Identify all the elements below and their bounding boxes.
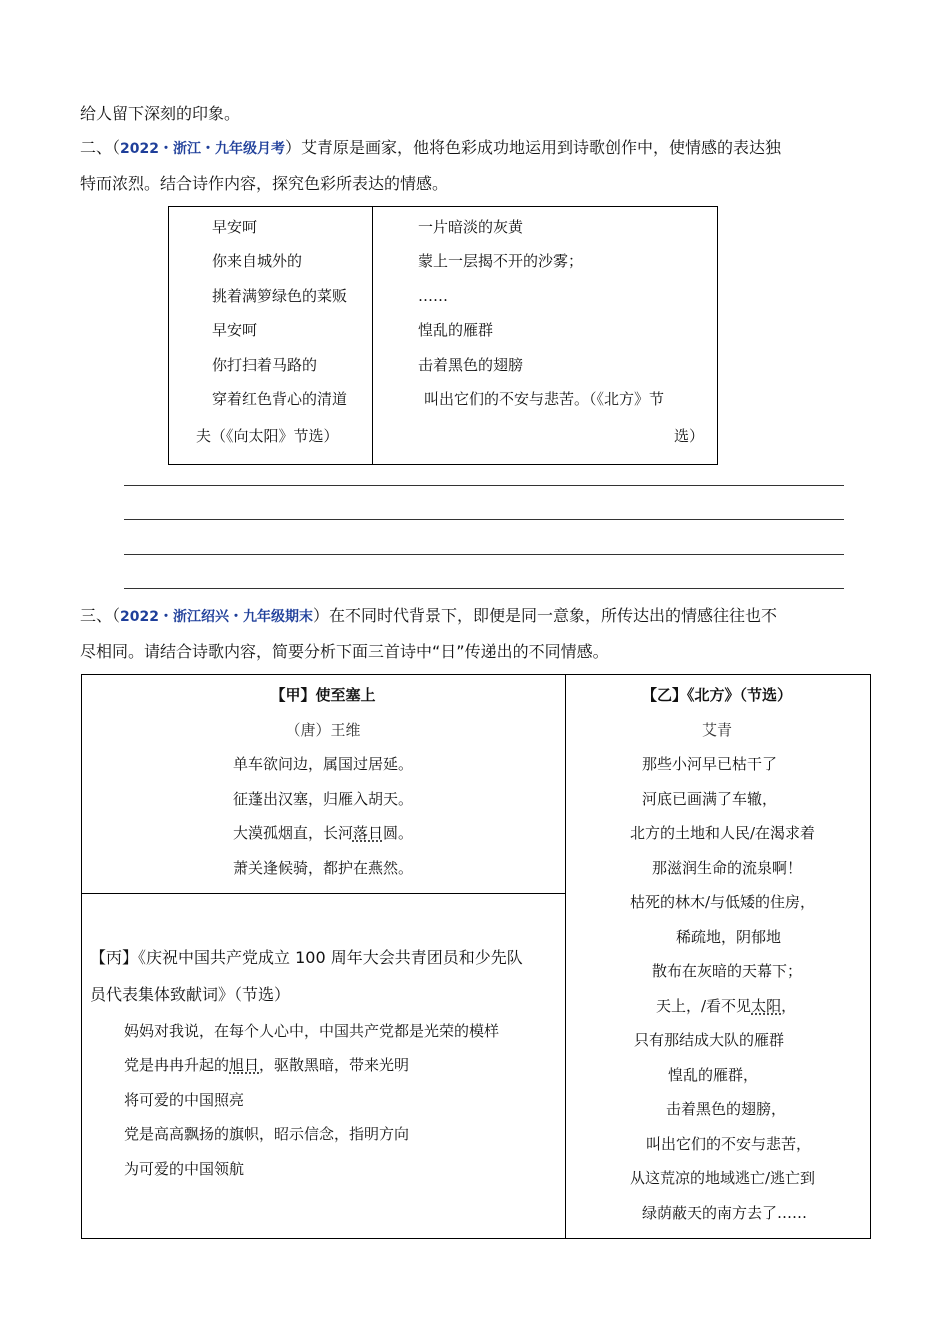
jia-line: [81, 823, 565, 843]
yi-line: 枯死的林木/与低矮的住房，: [630, 893, 816, 911]
q3-text2: 尽相同。请结合诗歌内容，简要分析下面三首诗中“日”传递出的不同情感。: [80, 642, 609, 661]
q3-source-close: ）: [312, 606, 329, 625]
bing-line2-a: 党是冉冉升起的: [124, 1056, 230, 1074]
q2-right-line: 击着黑色的翅膀: [418, 356, 524, 374]
bing-title-line2: 员代表集体致献词》（节选）: [90, 985, 291, 1004]
yi-line: 绿荫蔽天的南方去了……: [642, 1204, 808, 1222]
q2-text2: 特而浓烈。结合诗作内容，探究色彩所表达的情感。: [80, 174, 449, 193]
q2-left-line: 你打扫着马路的: [212, 356, 318, 374]
answer-line[interactable]: [124, 485, 844, 486]
answer-line[interactable]: [124, 554, 844, 555]
jia-line3-c: 圆。: [383, 824, 414, 842]
yi-line: 只有那结成大队的雁群: [634, 1031, 785, 1049]
yi-line: 稀疏地，阴郁地: [676, 928, 782, 946]
q3-text1: 在不同时代背景下，即便是同一意象，所传达出的情感往往也不: [329, 606, 778, 625]
jia-line3-a: 大漠孤烟直，长河: [232, 824, 353, 842]
yi-line: 那些小河早已枯干了: [642, 755, 778, 773]
bing-sun-word: 旭日: [229, 1056, 260, 1074]
q2-left-line: 早安呵: [212, 218, 258, 236]
yi-line-sun-c: ，: [781, 997, 797, 1015]
q2-right-line: 一片暗淡的灰黄: [418, 218, 524, 236]
yi-sun-word: 太阳: [751, 997, 782, 1015]
bing-title-line1: 【丙】《庆祝中国共产党成立 100 周年大会共青团员和少先队: [90, 948, 523, 967]
q3-source: 2022・浙江绍兴・九年级期末: [120, 609, 313, 625]
q2-right-line: 蒙上一层揭不开的沙雾；: [418, 252, 584, 270]
yi-line-sun-a: 天上，/看不见: [656, 997, 752, 1015]
q2-left-line: 早安呵: [212, 321, 258, 339]
yi-line: 叫出它们的不安与悲苦，: [646, 1135, 812, 1153]
bing-line: 为可爱的中国领航: [124, 1160, 245, 1178]
bing-line: 党是高高飘扬的旗帜，昭示信念，指明方向: [124, 1125, 410, 1143]
jia-line: 征蓬出汉塞，归雁入胡天。: [232, 790, 413, 808]
answer-line[interactable]: [124, 519, 844, 520]
q2-left-line: 挑着满箩绿色的菜贩: [212, 287, 348, 305]
jia-sun-word: 落日: [352, 824, 383, 842]
q2-number: 二、（: [80, 138, 121, 157]
jia-title: 【甲】使至塞上: [270, 686, 376, 704]
yi-line: 从这荒凉的地域逃亡/逃亡到: [630, 1169, 816, 1187]
bing-line: 将可爱的中国照亮: [124, 1091, 245, 1109]
q2-left-line: 夫（《向太阳》节选）: [196, 427, 339, 445]
bing-line: [124, 1055, 409, 1075]
q2-text1: 艾青原是画家，他将色彩成功地运用到诗歌创作中，使情感的表达独: [301, 138, 782, 157]
q2-line1: [80, 138, 781, 159]
yi-line: [656, 996, 796, 1016]
q2-right-line: 叫出它们的不安与悲苦。（《北方》节: [424, 390, 665, 408]
q2-left-line: 你来自城外的: [212, 252, 303, 270]
q2-right-line: 惶乱的雁群: [418, 321, 494, 339]
jia-author: （唐）王维: [285, 721, 361, 739]
q3-line1: [80, 606, 777, 627]
intro-text: 给人留下深刻的印象。: [80, 104, 241, 123]
q3-number: 三、（: [80, 606, 121, 625]
q3-table-vdivider: [565, 674, 566, 1238]
yi-line: 那滋润生命的流泉啊！: [652, 859, 803, 877]
yi-title: 【乙】《北方》（节选）: [641, 686, 792, 704]
yi-line: 北方的土地和人民/在渴求着: [630, 824, 816, 842]
answer-line[interactable]: [124, 588, 844, 589]
yi-line: 河底已画满了车辙，: [642, 790, 778, 808]
q2-right-line: 选）: [674, 427, 705, 445]
yi-line: 散布在灰暗的天幕下；: [652, 962, 803, 980]
q2-source: 2022・浙江・九年级月考: [120, 141, 285, 157]
q3-table-hdivider: [81, 893, 565, 894]
bing-line: 妈妈对我说，在每个人心中，中国共产党都是光荣的模样: [124, 1022, 500, 1040]
q2-left-line: 穿着红色背心的清道: [212, 390, 348, 408]
yi-line: 击着黑色的翅膀，: [666, 1100, 787, 1118]
q2-source-close: ）: [284, 138, 301, 157]
jia-line: 萧关逢候骑，都护在燕然。: [232, 859, 413, 877]
bing-line2-c: ，驱散黑暗，带来光明: [259, 1056, 410, 1074]
yi-line: 惶乱的雁群，: [668, 1066, 759, 1084]
q2-table-divider: [372, 206, 373, 464]
q2-right-line: ……: [418, 287, 448, 305]
yi-author: 艾青: [701, 721, 732, 739]
jia-line: 单车欲问边，属国过居延。: [232, 755, 413, 773]
